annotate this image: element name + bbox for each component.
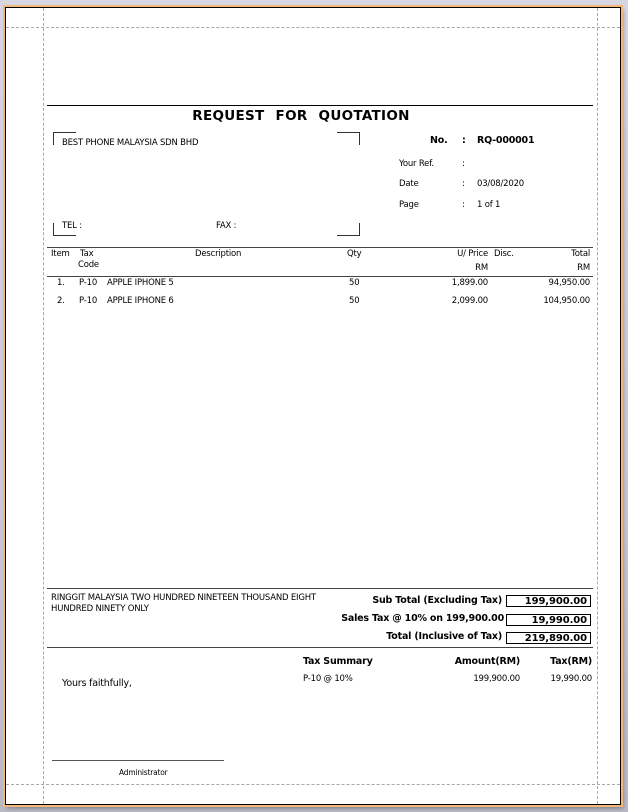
- supplier-name: BEST PHONE MALAYSIA SDN BHD: [62, 138, 199, 148]
- margin-guide-left: [43, 8, 44, 804]
- row-qty: 50: [349, 296, 360, 306]
- tax-summary-tax-header: Tax(RM): [550, 656, 592, 667]
- page-label: Page: [399, 200, 419, 210]
- row-tax-code: P-10: [79, 278, 98, 288]
- tel-label: TEL :: [62, 221, 82, 231]
- col-item-header: Item: [51, 249, 70, 259]
- col-description-header: Description: [195, 249, 242, 259]
- col-taxcode-header-2: Code: [78, 260, 99, 270]
- date-value: 03/08/2020: [477, 179, 524, 189]
- row-item: 1.: [57, 278, 65, 288]
- page-value: 1 of 1: [477, 200, 501, 210]
- document-page: [5, 7, 621, 805]
- tax-summary-row-tax: 19,990.00: [550, 674, 592, 684]
- tax-summary-amount-header: Amount(RM): [454, 656, 520, 667]
- col-qty-header: Qty: [347, 249, 362, 259]
- date-colon: :: [462, 179, 465, 189]
- row-unit-price: 2,099.00: [451, 296, 488, 306]
- closing-text: Yours faithfully,: [62, 678, 132, 689]
- sales-tax-label: Sales Tax @ 10% on 199,900.00: [341, 613, 504, 624]
- subtotal-value: 199,900.00: [506, 595, 591, 607]
- col-disc-header: Disc.: [494, 249, 514, 259]
- row-unit-price: 1,899.00: [451, 278, 488, 288]
- grand-total-value: 219,890.00: [506, 632, 591, 644]
- fax-label: FAX :: [216, 221, 237, 231]
- address-bracket-bottom-right: [337, 223, 360, 236]
- your-ref-label: Your Ref.: [399, 159, 434, 169]
- table-header-bottom-rule: [47, 276, 593, 277]
- margin-guide-right: [597, 8, 598, 804]
- margin-guide-bottom: [6, 784, 620, 785]
- row-qty: 50: [349, 278, 360, 288]
- no-colon: :: [462, 135, 466, 146]
- table-header-top-rule: [47, 247, 593, 248]
- amount-in-words-line2: HUNDRED NINETY ONLY: [51, 604, 149, 614]
- row-item: 2.: [57, 296, 65, 306]
- row-tax-code: P-10: [79, 296, 98, 306]
- tax-summary-row-amount: 199,900.00: [473, 674, 520, 684]
- row-description: APPLE IPHONE 5: [107, 278, 174, 288]
- no-value: RQ-000001: [477, 135, 535, 146]
- row-total: 104,950.00: [543, 296, 590, 306]
- subtotal-label: Sub Total (Excluding Tax): [372, 595, 502, 606]
- col-taxcode-header-1: Tax: [80, 249, 94, 259]
- address-bracket-top-right: [337, 132, 360, 145]
- totals-bottom-rule: [47, 647, 593, 648]
- col-unitprice-header-1: U/ Price: [457, 249, 488, 259]
- date-label: Date: [399, 179, 419, 189]
- your-ref-colon: :: [462, 159, 465, 169]
- grand-total-label: Total (Inclusive of Tax): [386, 631, 502, 642]
- row-total: 94,950.00: [548, 278, 590, 288]
- page-colon: :: [462, 200, 465, 210]
- col-total-header-1: Total: [571, 249, 590, 259]
- margin-guide-top: [6, 27, 620, 28]
- col-total-header-2: RM: [577, 263, 590, 273]
- signature-line: [52, 760, 224, 761]
- totals-top-rule: [47, 588, 593, 589]
- amount-in-words-line1: RINGGIT MALAYSIA TWO HUNDRED NINETEEN THOUSAND EIGHT: [51, 593, 316, 603]
- row-description: APPLE IPHONE 6: [107, 296, 174, 306]
- col-unitprice-header-2: RM: [475, 263, 488, 273]
- sales-tax-value: 19,990.00: [506, 614, 591, 626]
- tax-summary-header: Tax Summary: [303, 656, 373, 667]
- header-rule: [47, 105, 593, 106]
- no-label: No.: [430, 135, 448, 146]
- signatory-name: Administrator: [119, 768, 168, 777]
- document-title: REQUEST FOR QUOTATION: [192, 108, 410, 124]
- tax-summary-row-label: P-10 @ 10%: [303, 674, 353, 684]
